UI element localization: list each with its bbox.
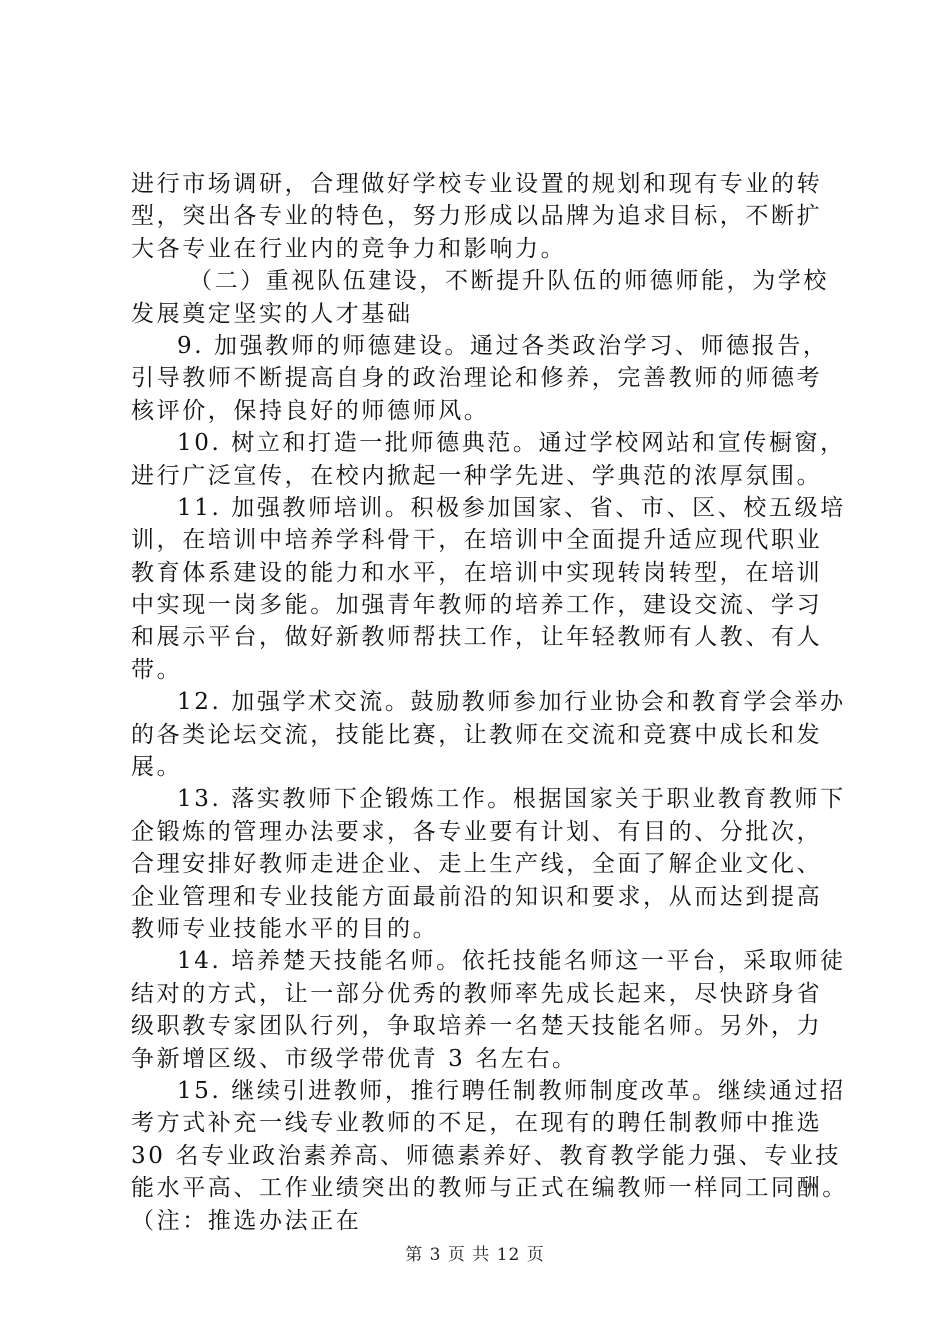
text-line: 13. 落实教师下企锻炼工作。根据国家关于职业教育教师下	[177, 786, 846, 813]
text-line: 11. 加强教师培训。积极参加国家、省、市、区、校五级培	[177, 494, 846, 521]
document-body	[131, 168, 848, 1237]
text-line: 进行广泛宣传，在校内掀起一种学先进、学典范的浓厚氛围。	[131, 462, 823, 489]
text-line: 级职教专家团队行列，争取培养一名楚天技能名师。另外，力	[131, 1013, 823, 1040]
text-line: 15. 继续引进教师，推行聘任制教师制度改革。继续通过招	[177, 1077, 846, 1104]
text-line: 合理安排好教师走进企业、走上生产线，全面了解企业文化、	[131, 851, 823, 878]
text-line: 14. 培养楚天技能名师。依托技能名师这一平台，采取师徒	[177, 948, 846, 975]
text-line: 进行市场调研，合理做好学校专业设置的规划和现有专业的转	[131, 171, 823, 197]
text-line: 企业管理和专业技能方面最前沿的知识和要求，从而达到提高	[131, 883, 823, 910]
text-line: 教师专业技能水平的目的。	[131, 915, 439, 942]
text-line: 12. 加强学术交流。鼓励教师参加行业协会和教育学会举办	[177, 689, 846, 716]
text-line: 型，突出各专业的特色，努力形成以品牌为追求目标，不断扩	[131, 203, 823, 230]
text-line: 争新增区级、市级学带优青 3 名左右。	[131, 1045, 578, 1072]
section-heading-line: 发展奠定坚实的人才基础	[131, 300, 413, 327]
text-line: 30 名专业政治素养高、师德素养好、教育教学能力强、专业技	[131, 1142, 841, 1169]
page-number-footer: 第 3 页 共 12 页	[405, 1245, 545, 1265]
text-line: 9. 加强教师的师德建设。通过各类政治学习、师德报告，	[177, 332, 829, 359]
text-line: 训，在培训中培养学科骨干，在培训中全面提升适应现代职业	[131, 527, 823, 554]
section-heading-line: （二）重视队伍建设，不断提升队伍的师德师能，为学校	[189, 268, 829, 295]
text-line: 教育体系建设的能力和水平，在培训中实现转岗转型，在培训	[131, 559, 823, 586]
text-line: 中实现一岗多能。加强青年教师的培养工作，建设交流、学习	[131, 592, 823, 619]
text-line: 大各专业在行业内的竞争力和影响力。	[131, 235, 567, 262]
text-line: 核评价，保持良好的师德师风。	[131, 397, 490, 424]
text-line: 10. 树立和打造一批师德典范。通过学校网站和宣传橱窗，	[177, 430, 846, 457]
text-line: 考方式补充一线专业教师的不足，在现有的聘任制教师中推选	[131, 1110, 823, 1137]
text-line: 的各类论坛交流，技能比赛，让教师在交流和竞赛中成长和发	[131, 721, 823, 748]
text-line: 带。	[131, 656, 183, 683]
text-line: 能水平高、工作业绩突出的教师与正式在编教师一样同工同酬。	[131, 1175, 848, 1202]
text-line: 展。	[131, 754, 183, 781]
text-line: （注：推选办法正在	[131, 1207, 362, 1234]
text-line: 和展示平台，做好新教师帮扶工作，让年轻教师有人教、有人	[131, 624, 823, 651]
text-line: 引导教师不断提高自身的政治理论和修养，完善教师的师德考	[131, 365, 823, 392]
text-line: 结对的方式，让一部分优秀的教师率先成长起来，尽快跻身省	[131, 980, 823, 1007]
text-line: 企锻炼的管理办法要求，各专业要有计划、有目的、分批次，	[131, 818, 823, 845]
